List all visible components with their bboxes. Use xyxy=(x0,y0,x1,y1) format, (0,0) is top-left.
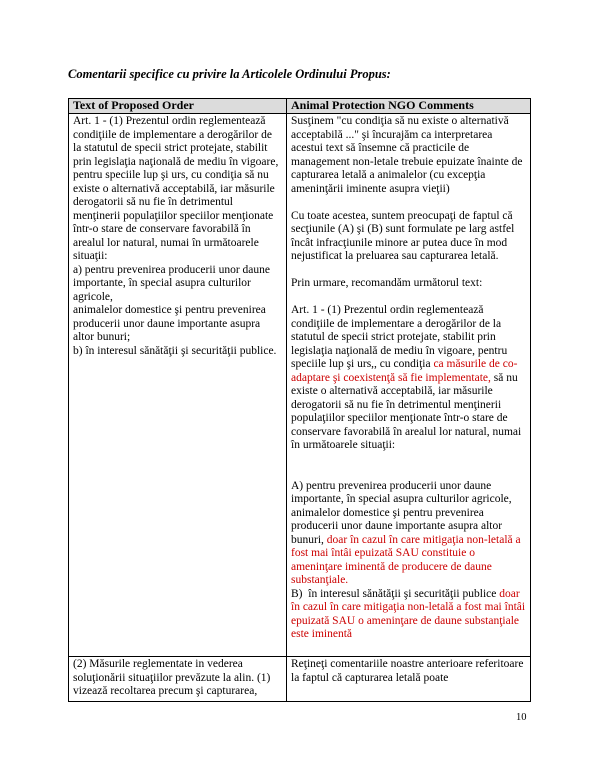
blank-line xyxy=(291,453,526,467)
paragraph xyxy=(73,658,282,699)
paragraph xyxy=(291,588,526,642)
text-segment: Art. 1 - (1) Prezentul ordin reglementează condiţiile de implementare a derogărilor de la statutul de specii strict protejate, stabilit prin legislaţia naţională de mediu în vigoare, pentru speciile lup şi urs, cu condiţia să nu existe o alternativă acceptabilă, iar măsurile derogatorii să nu fie în detrimentul menţinerii populaţiilor speciilor menţionate într-o stare de conservare favorabilă în arealul lor natural, numai în următoarele situaţii: xyxy=(73,115,282,262)
cell-ngo-comments-art1 xyxy=(287,114,531,657)
proposed-edit-text: doar în cazul în care mitigaţia non-letală a fost mai întâi epuizată SAU o ameninţare de daune substanţiale este iminentă xyxy=(291,587,528,640)
page-number: 10 xyxy=(516,712,527,723)
text-segment: b) în interesul sănătăţii şi securităţii publice. xyxy=(73,344,277,357)
text-segment: Cu toate acestea, suntem preocupaţi de faptul că secţiunile (A) şi (B) sunt formulate pe larg astfel încât infracţiunile minore ar putea duce în mod nejustificat la preluarea sau capturarea letală. xyxy=(291,209,518,262)
text-segment: (2) Măsurile reglementate in vederea soluţionării situaţiilor prevăzute la alin. (1) vizează recoltarea precum şi capturarea, xyxy=(73,658,274,697)
paragraph xyxy=(291,115,526,196)
text-segment: A) pentru prevenirea producerii unor daune importante, în special asupra culturilor agricole, animalelor domestice şi pentru prevenirea producerii unor daune importante asupra altor bunuri, xyxy=(291,479,515,546)
text-segment: Art. 1 - (1) Prezentul ordin reglementează condiţiile de implementare a derogărilor de la statutul de specii strict protejate, stabilit prin legislaţia naţională de mediu în vigoare, pentru speciile lup şi urs,, cu condiţia xyxy=(291,304,511,370)
paragraph xyxy=(291,210,526,264)
table-row xyxy=(69,114,531,657)
text-segment: Reţineţi comentariile noastre anterioare referitoare la faptul că capturarea letală poate xyxy=(291,658,527,684)
section-heading: Comentarii specifice cu privire la Articolele Ordinului Propus: xyxy=(68,67,391,81)
comments-table xyxy=(68,98,531,702)
paragraph xyxy=(291,304,526,453)
table-row xyxy=(69,657,531,702)
text-segment: să nu existe o alternativă acceptabilă, iar măsurile derogatorii să nu fie în detrimentul menţinerii populaţiilor speciilor menţionate într-o stare de conservare favorabilă în arealul lor natural, numai în următoarele situaţii: xyxy=(291,371,525,451)
cell-ngo-comments-art1-al2 xyxy=(287,657,531,702)
table-header-row xyxy=(69,99,531,114)
blank-line xyxy=(291,196,526,210)
column-header-proposed-order: Text of Proposed Order xyxy=(69,99,287,114)
text-segment: a) pentru prevenirea producerii unor daune importante, în special asupra culturilor agricole, xyxy=(73,263,273,303)
paragraph xyxy=(73,345,282,359)
text-segment: animalelor domestice şi pentru prevenirea producerii unor daune importante asupra altor bunuri; xyxy=(73,304,269,343)
paragraph xyxy=(291,277,526,291)
paragraph xyxy=(73,264,282,305)
proposed-edit-text: doar în cazul în care mitigaţia non-letală a fost mai întâi epuizată SAU constituie o ameninţare iminentă de producere de daune substanţiale. xyxy=(291,533,524,586)
proposed-edit-text: ca măsurile de co-adaptare şi coexistenţă să fie implementate, xyxy=(291,358,518,384)
text-segment: B) în interesul sănătăţii şi securităţii publice xyxy=(291,587,500,600)
blank-line xyxy=(291,264,526,278)
paragraph xyxy=(73,115,282,264)
paragraph xyxy=(291,480,526,588)
column-header-ngo-comments: Animal Protection NGO Comments xyxy=(287,99,531,114)
paragraph xyxy=(73,304,282,345)
cell-proposed-order-art1-al2 xyxy=(69,657,287,702)
text-segment: Prin urmare, recomandăm următorul text: xyxy=(291,277,483,289)
cell-proposed-order-art1 xyxy=(69,114,287,657)
paragraph xyxy=(291,658,526,685)
blank-line xyxy=(291,291,526,305)
text-segment: Susţinem "cu condiţia să nu existe o alternativă acceptabilă ..." şi încurajăm ca interpretarea acestui text să însemne că practicile de management non-letale trebuie epuizate înainte de capturarea letală a animalelor (cu excepţia ameninţării iminente asupra vieţii) xyxy=(291,115,526,195)
blank-line xyxy=(291,466,526,480)
